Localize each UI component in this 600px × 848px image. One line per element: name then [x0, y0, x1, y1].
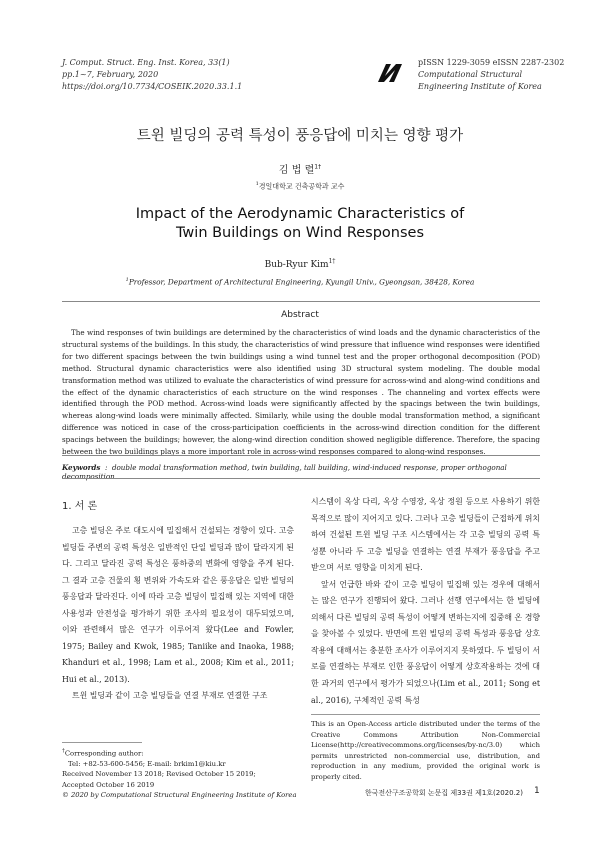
abstract-text: The wind responses of twin buildings are determined by the characteristics of wind loads and the dynamic characteristics of the structural systems of the buildings. In this study, the characteristics of wind pressure that influence wind responses were identified for two different spacings between the twin buildings using a wind tunnel test and the proper orthogonal decomposition (POD) method. Structural dynamic characteristics were also identified using 3D structural system modeling. The double modal transformation method was utilized to evaluate the characteristics of wind pressure for across-wind and along-wind conditions and the effect of the dynamic characteristics of each structure on the wind responses . The channeling and vortex effects were identified through the POD method. Across-wind loads were significantly affected by the spacings between the twin buildings, whereas along-wind loads were minimally affected. Similarly, while using the double modal transformation method, a significant difference was noticed in case of the cross-participation coefficients in the across-wind direction condition for the different spacings between the buildings; however, the along-wind direction condition showed negligible difference. Therefore, the spacing between the two buildings plays a more important role in across-wind responses compared to along-wind responses.: [62, 328, 540, 457]
korean-author-name: 김 법 렬: [278, 165, 315, 176]
korean-author: [0, 161, 600, 176]
keywords-label: Keywords: [62, 463, 101, 472]
footnote-rule-right: [311, 714, 540, 715]
left-paragraph: 고층 빌딩은 주로 대도시에 밀집해서 건설되는 경향이 있다. 고층 빌딩들 주변의 공력 특성은 일반적인 단일 빌딩과 많이 달라지게 된다. 그리고 달라진 공력 특성은 풍하중의 변화에 영향을 주게 된다. 그 결과 고층 건물의 횡 변위와 가속도와 같은 풍응답은 일반 빌딩의 풍응답과 달라진다. 이에 따라 고층 빌딩이 밀집해 있는 지역에 대한 사용성과 안전성을 평가하기 위한 조사의 필요성이 대두되었으며, 이와 관련해서 많은 연구가 이루어져 왔다(Lee and Fowler, 1975; Bailey and Kwok, 1985; Taniike and Inaoka, 1988; Khanduri et al., 1998; Lam et al., 2008; Kim et al., 2011; Hui et al., 2013).: [62, 526, 294, 684]
footer-journal: 한국전산구조공학회 논문집 제33권 제1호(2020.2): [364, 789, 523, 797]
english-title: [0, 205, 600, 243]
keywords-bottom-rule: [62, 478, 540, 479]
publisher-line1: Computational Structural: [418, 70, 523, 79]
page-number: 1: [534, 786, 540, 796]
english-affiliation-superscript: 1: [125, 277, 129, 283]
english-title-line2: Twin Buildings on Wind Responses: [175, 225, 425, 241]
issn: pISSN 1229-3059 eISSN 2287-2302: [418, 58, 565, 67]
accepted-date: Accepted October 16 2019: [62, 780, 155, 789]
affiliation-superscript: 1: [255, 181, 259, 187]
right-column: [311, 494, 540, 709]
author-superscript: 1†: [314, 163, 322, 171]
corresponding-author: [62, 746, 302, 759]
english-author-superscript: 1†: [328, 258, 336, 265]
journal-name: J. Comput. Struct. Eng. Inst. Korea, 33(1): [62, 58, 230, 67]
english-affiliation-text: Professor, Department of Architectural Engineering, Kyungil Univ., Gyeongsan, 38428, Korea: [128, 277, 475, 287]
abstract-heading: Abstract: [281, 310, 319, 320]
keywords-line: Keywords : double modal transformation method, twin building, tall building, wind-induced response, proper orthogonal decomposition: [62, 463, 507, 481]
left-column: [62, 523, 294, 705]
journal-logo-icon: [376, 62, 404, 84]
korean-affiliation: [0, 181, 600, 191]
received-dates: Received November 13 2018; Revised October 15 2019;: [62, 770, 256, 779]
keywords-top-rule: [62, 455, 540, 456]
journal-issn-block: [418, 57, 564, 93]
right-paragraph: 시스템이 옥상 다리, 옥상 수영장, 옥상 정원 등으로 사용하기 위한 목적으로 많이 지어지고 있다. 그러나 고층 빌딩들이 근접하게 위치하여 건설된 트윈 빌딩 구조 시스템에서는 각 고층 빌딩의 공력 특성뿐 아니라 두 고층 빌딩을 연결하는 연결 부재가 풍응답을 주고 받으며 서로 영향을 미치게 된다.: [311, 497, 540, 573]
journal-citation: [62, 57, 242, 93]
korean-title: 트윈 빌딩의 공력 특성이 풍응답에 미치는 영향 평가: [136, 128, 464, 144]
contact-info: Tel: +82-53-600-5456; E-mail: brkim1@kiu.kr: [68, 759, 226, 768]
left-paragraph: 트윈 빌딩과 같이 고층 빌딩들을 연결 부재로 연결한 구조: [72, 691, 268, 701]
doi-link[interactable]: https://doi.org/10.7734/COSEIK.2020.33.1.1: [62, 82, 243, 91]
corresponding-label: Corresponding author:: [64, 749, 144, 758]
corresponding-mark: †: [62, 748, 65, 754]
english-author: [0, 258, 600, 270]
english-author-name: Bub-Ryur Kim: [264, 260, 329, 270]
publisher-line2: Engineering Institute of Korea: [418, 82, 542, 91]
abstract-top-rule: [62, 301, 540, 302]
keywords-text: double modal transformation method, twin building, tall building, wind-induced response, proper orthogonal decomposition: [62, 463, 507, 481]
license-text: This is an Open-Access article distributed under the terms of the Creative Commons Attribution Non-Commercial License(http://creativecommons.org/licenses/by-nc/3.0) which permits unrestricted non-commercial use, distribution, and reproduction in any medium, provided the original work is properly cited.: [311, 720, 540, 781]
footnote-rule-left: [62, 742, 142, 743]
section-heading: 1. 서 론: [62, 501, 98, 512]
copyright: © 2020 by Computational Structural Engineering Institute of Korea: [62, 791, 297, 800]
right-paragraph: 앞서 언급한 바와 같이 고층 빌딩이 밀집해 있는 경우에 대해서는 많은 연구가 진행되어 왔다. 그러나 선행 연구에서는 한 빌딩에 의해서 다른 빌딩의 공력 특성이 어떻게 변하는지에 집중해 온 경향을 찾아볼 수 있었다. 반면에 트윈 빌딩의 공력 특성과 풍응답 상호작용에 대해서는 충분한 조사가 이루어지지 못하였다. 두 빌딩이 서로를 연결하는 부재로 인한 풍응답이 어떻게 상호작용하는 것에 대한 과거의 연구에서 평가가 되었으나(Lim et al., 2011; Song et al., 2016), 구체적인 공력 특성: [311, 579, 540, 705]
journal-pages: pp.1~7, February, 2020: [62, 70, 159, 79]
english-affiliation: [0, 277, 600, 286]
korean-affiliation-text: 경일대학교 건축공학과 교수: [258, 182, 345, 191]
english-title-line1: Impact of the Aerodynamic Characteristics of: [135, 206, 465, 222]
